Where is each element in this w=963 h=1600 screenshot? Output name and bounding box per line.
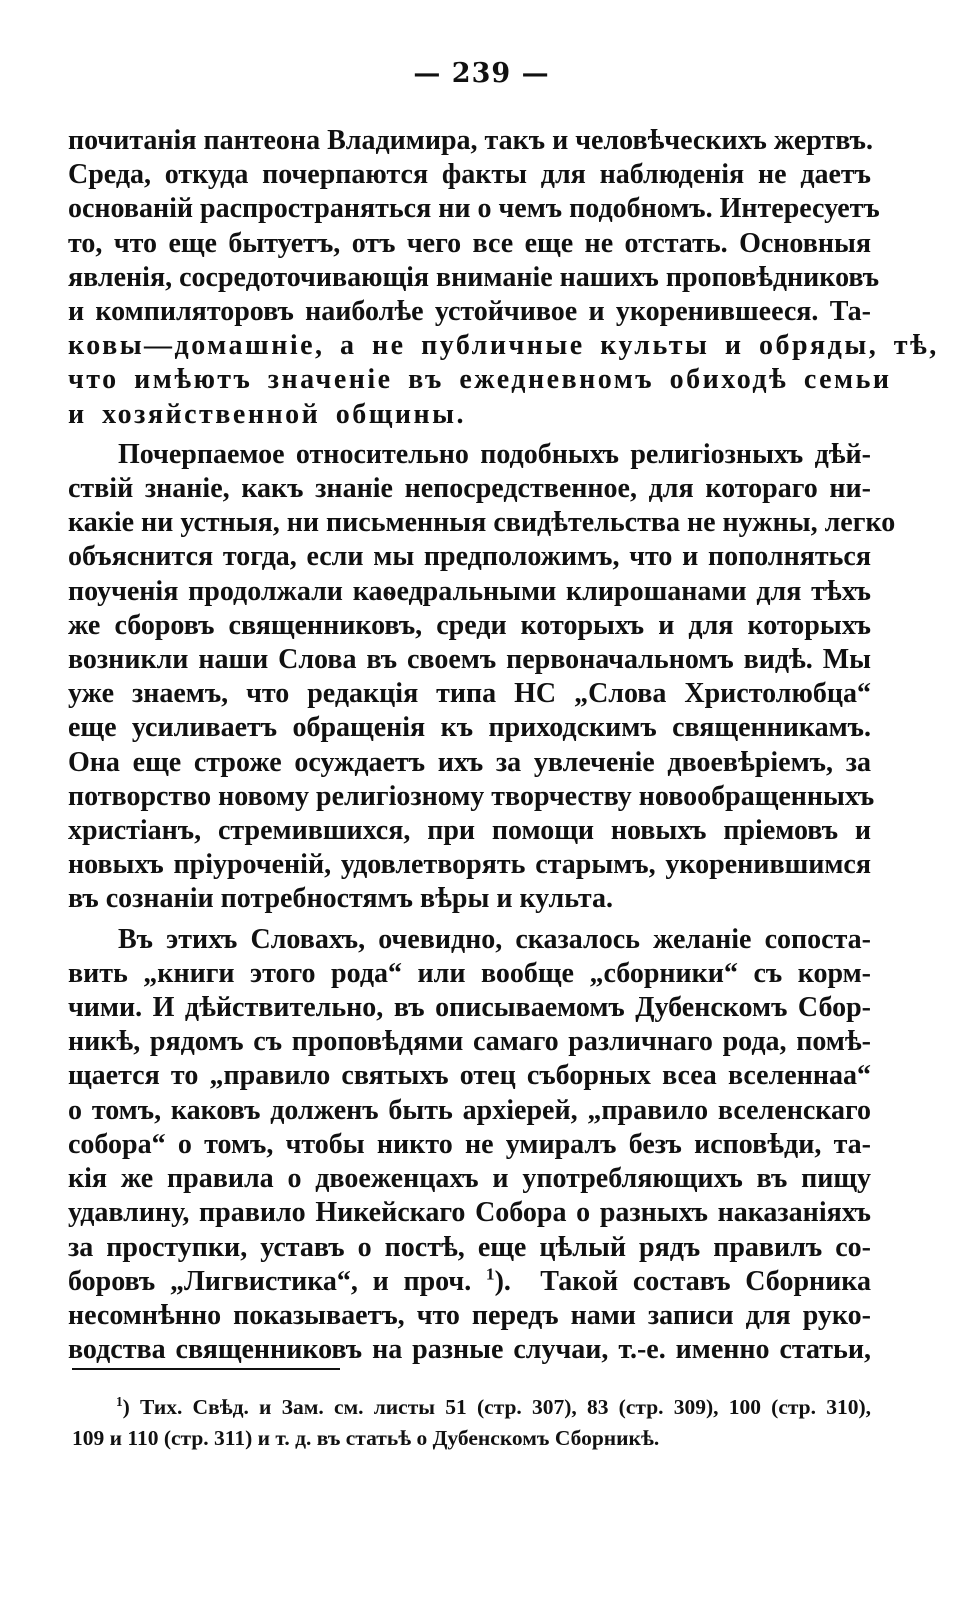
text-line-with-footnote <box>68 1265 871 1299</box>
text-line: христіанъ, стремившихся, при помощи новыхъ пріемовъ и <box>68 815 871 847</box>
footnote-reference[interactable]: 1 <box>485 1264 495 1284</box>
text-line-spaced: что имѣютъ значеніе въ ежедневномъ обиходѣ семьи <box>68 364 892 396</box>
text-line: возникли наши Слова въ своемъ первоначальномъ видѣ. Мы <box>68 644 871 676</box>
text-line: чими. И дѣйствительно, въ описываемомъ Дубенскомъ Сбор- <box>68 992 871 1024</box>
text-line: почитанія пантеона Владимира, такъ и человѣческихъ жертвъ. <box>68 125 873 156</box>
text-line: вить „книги этого рода“ или вообще „сборники“ съ корм- <box>68 957 871 989</box>
text-line: за проступки, уставъ о постѣ, еще цѣлый рядъ правилъ со- <box>68 1231 871 1263</box>
text-line: явленія, сосредоточивающія вниманіе нашихъ проповѣдниковъ <box>68 261 880 293</box>
text-line: же сборовъ священниковъ, среди которыхъ и для которыхъ <box>68 609 871 641</box>
text-line: удавлину, правило Никейскаго Собора о разныхъ наказаніяхъ <box>68 1197 871 1229</box>
text-line: новыхъ пріуроченій, удовлетворять старымъ, укоренившимся <box>68 849 871 881</box>
text-line: какіе ни устныя, ни письменныя свидѣтельства не нужны, легко <box>68 507 896 539</box>
footnote-line <box>72 1392 871 1423</box>
text-fragment: боровъ „Лигвистика“, и проч. <box>68 1265 472 1297</box>
footnote-mark-close: ) <box>122 1395 130 1419</box>
text-line: поученія продолжали каѳедральными клирошанами для тѣхъ <box>68 575 871 607</box>
text-line: собора“ о томъ, чтобы никто не умиралъ безъ исповѣди, та- <box>68 1128 871 1160</box>
text-line-spaced: и хозяйственной общины. <box>68 398 466 430</box>
text-line: о томъ, каковъ долженъ быть архіерей, „правило вселенскаго <box>68 1094 871 1126</box>
body-text <box>68 124 939 1367</box>
text-line: то, что еще бытуетъ, отъ чего все еще не отстать. Основныя <box>68 227 871 259</box>
text-line: потворство новому религіозному творчеству новообращенныхъ <box>68 780 875 812</box>
text-line: Среда, откуда почерпаются факты для наблюденія не даетъ <box>68 159 871 191</box>
text-line: водства священниковъ на разные случаи, т.-е. именно статьи, <box>68 1334 871 1366</box>
text-line: объяснится тогда, если мы предположимъ, что и пополняться <box>68 541 871 573</box>
text-line: уже знаемъ, что редакція типа НС „Слова Христолюбца“ <box>68 678 871 710</box>
text-line: еще усиливаетъ обращенія къ приходскимъ священникамъ. <box>68 712 871 744</box>
text-line: кія же правила о двоеженцахъ и употребляющихъ въ пищу <box>68 1163 871 1195</box>
text-line: въ сознаніи потребностямъ вѣры и культа. <box>68 883 614 915</box>
text-line-spaced: ковы—домашніе, а не публичные культы и обряды, тѣ, <box>68 330 939 362</box>
text-line: основаній распространяться ни о чемъ подобномъ. Интересуетъ <box>68 193 880 225</box>
footnote-text-1: Тих. Свѣд. и Зам. см. листы 51 (стр. 307), 83 (стр. 309), 100 (стр. 310), <box>140 1395 871 1419</box>
text-line: Она еще строже осуждаетъ ихъ за увлеченіе двоевѣріемъ, за <box>68 746 871 778</box>
text-line: несомнѣнно показываетъ, что передъ нами записи для руко- <box>68 1299 871 1331</box>
footnote <box>72 1392 871 1454</box>
text-line: никѣ, рядомъ съ проповѣдями самаго различнаго рода, помѣ- <box>68 1026 871 1058</box>
text-line: щается то „правило святыхъ отец съборных всеа вселеннаа“ <box>68 1060 871 1092</box>
text-line: и компиляторовъ наиболѣе устойчивое и укоренившееся. Та- <box>68 296 871 328</box>
text-fragment: Такой составъ Сборника <box>540 1265 871 1297</box>
footnote-line: 109 и 110 (стр. 311) и т. д. въ статьѣ о Дубенскомъ Сборникѣ. <box>72 1426 660 1450</box>
footnote-reference-close: ). <box>494 1265 511 1297</box>
text-line: ствій знаніе, какъ знаніе непосредственное, для котораго ни- <box>68 473 871 505</box>
footnote-mark: 1 <box>116 1393 123 1409</box>
page-number: — 239 — <box>413 58 550 89</box>
footnote-divider <box>72 1368 340 1370</box>
text-line: Почерпаемое относительно подобныхъ религіозныхъ дѣй- <box>118 438 871 470</box>
text-line: Въ этихъ Словахъ, очевидно, сказалось желаніе сопоста- <box>118 923 871 955</box>
